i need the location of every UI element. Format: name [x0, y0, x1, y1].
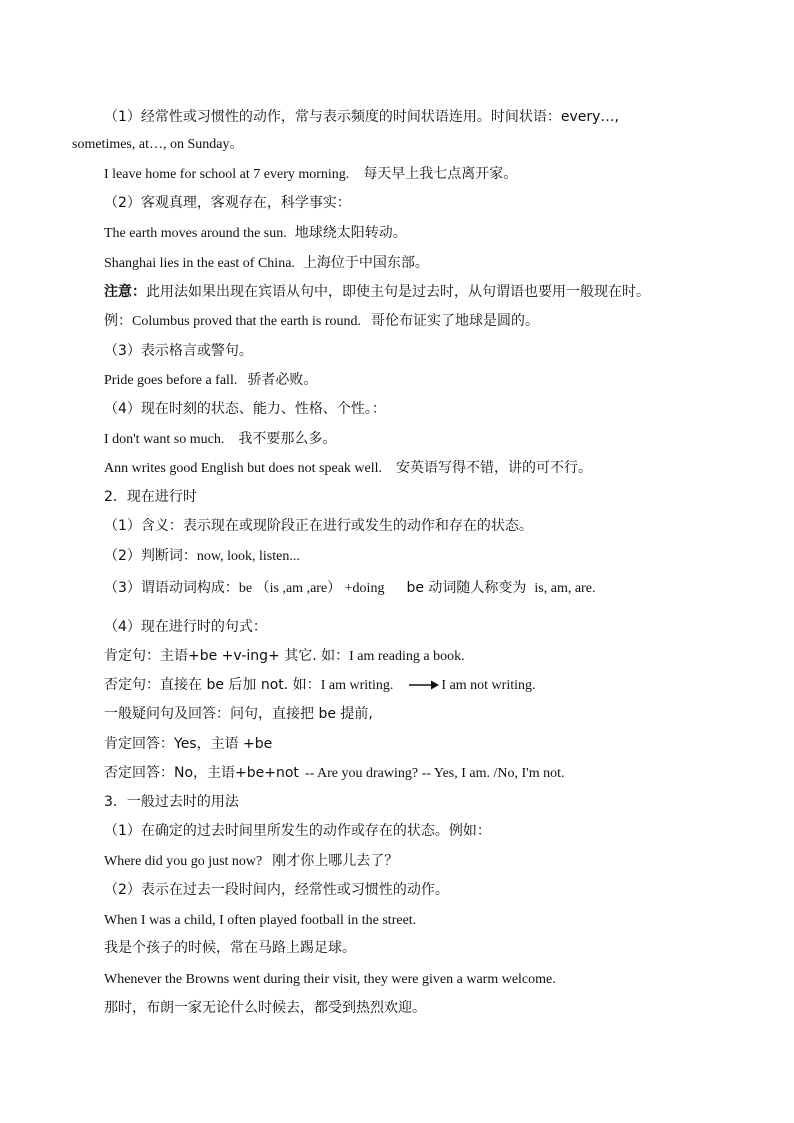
example-pride: [104, 370, 317, 391]
negative-line: [104, 675, 536, 696]
pc-meaning-line: [104, 516, 533, 536]
past-rule-1-line: [104, 821, 491, 841]
example-shanghai: [104, 253, 429, 274]
right-arrow-icon: [409, 678, 439, 692]
be-forms: is, am, are.: [534, 581, 596, 596]
negative-example-after: I am not writing.: [441, 678, 536, 693]
example-zh: 骄者必败。: [247, 372, 318, 388]
example-where-did-you-go: [104, 851, 398, 872]
example-en: Pride goes before a fall.: [104, 373, 238, 388]
yes-answer-line: [104, 734, 272, 754]
example-en: Columbus proved that the earth is round.: [132, 314, 362, 329]
no-answer-rule: 否定回答：No，主语+be+not: [104, 765, 299, 781]
negative-rule: 否定句：直接在 be 后加 not. 如：: [104, 677, 321, 693]
section-title: 2．现在进行时: [104, 489, 197, 505]
past-rule-1-text: （1）在确定的过去时间里所发生的动作或存在的状态。例如：: [104, 823, 491, 839]
pc-patterns-heading: [104, 617, 267, 637]
note-text: 此用法如果出现在宾语从句中，即使主句是过去时，从句谓语也要用一般现在时。: [146, 284, 650, 300]
signal-words-label: （2）判断词：: [104, 548, 197, 564]
section-heading-present-continuous: [104, 487, 197, 507]
affirmative-example: I am reading a book.: [349, 649, 465, 664]
question-rule: 一般疑问句及回答：问句，直接把 be 提前,: [104, 706, 373, 722]
structure-label: （3）谓语动词构成：: [104, 580, 239, 596]
negative-example-before: I am writing.: [320, 678, 394, 693]
answer-example: -- Are you drawing? -- Yes, I am. /No, I'm not.: [304, 766, 565, 781]
pc-structure-line: [104, 578, 595, 599]
example-en: Where did you go just now?: [104, 854, 263, 869]
section-heading-simple-past: [104, 792, 239, 812]
no-answer-line: [104, 763, 564, 784]
example-en: Ann writes good English but does not speak well.: [104, 461, 383, 476]
example-en: The earth moves around the sun.: [104, 226, 287, 241]
example-en: Shanghai lies in the east of China.: [104, 256, 295, 271]
rule-4-line: [104, 399, 386, 419]
example-dont-want: [104, 429, 336, 450]
signal-words: now, look, listen...: [196, 549, 300, 564]
example-browns-zh: [104, 998, 426, 1018]
rule-1-cont: [72, 135, 244, 155]
example-zh: 哥伦布证实了地球是圆的。: [371, 313, 540, 329]
pc-signal-words-line: [104, 546, 300, 567]
example-zh: 每天早上我七点离开家。: [363, 166, 518, 182]
example-columbus: [104, 311, 539, 332]
note-label: 注意：: [104, 284, 146, 300]
example-earth-moves: [104, 223, 407, 244]
example-browns: [104, 970, 556, 990]
example-zh: 上海位于中国东部。: [302, 255, 429, 271]
rule-1-text: （1）经常性或习惯性的动作，常与表示频度的时间状语连用。时间状语：every…,: [104, 109, 619, 125]
rule-1-line: [104, 107, 619, 127]
example-zh: 我是个孩子的时候，常在马路上踢足球。: [104, 940, 356, 956]
patterns-title: （4）现在进行时的句式：: [104, 619, 267, 635]
example-prefix: 例：: [104, 313, 132, 329]
rule-4-text: （4）现在时刻的状态、能力、性格、个性。：: [104, 401, 386, 417]
yes-answer-rule: 肯定回答：Yes，主语 +be: [104, 736, 273, 752]
example-zh: 安英语写得不错，讲的可不行。: [396, 460, 593, 476]
example-zh: 刚才你上哪儿去了？: [272, 853, 399, 869]
rule-3-line: [104, 341, 253, 361]
affirmative-line: [104, 646, 465, 667]
example-zh: 那时，布朗一家无论什么时候去，都受到热烈欢迎。: [104, 1000, 426, 1016]
example-en: I don't want so much.: [104, 432, 225, 447]
example-en: I leave home for school at 7 every morning.: [104, 167, 350, 182]
example-zh: 我不要那么多。: [238, 431, 337, 447]
example-child-football: [104, 911, 416, 931]
rule-2-text: （2）客观真理，客观存在，科学事实：: [104, 195, 351, 211]
example-leave-home: [104, 164, 517, 185]
pc-meaning-text: （1）含义：表示现在或现阶段正在进行或发生的动作和存在的状态。: [104, 518, 533, 534]
rule-3-text: （3）表示格言或警句。: [104, 343, 253, 359]
past-rule-2-line: [104, 880, 449, 900]
example-child-football-zh: [104, 938, 356, 958]
note-line: [104, 282, 650, 302]
past-rule-2-text: （2）表示在过去一段时间内，经常性或习惯性的动作。: [104, 882, 449, 898]
example-en: Whenever the Browns went during their visit, they were given a warm welcome.: [104, 972, 556, 987]
question-line: [104, 704, 373, 724]
example-ann: [104, 458, 592, 479]
structure-formula: be （is ,am ,are） +doing: [238, 581, 385, 596]
example-en: When I was a child, I often played football in the street.: [104, 913, 417, 928]
section-title: 3．一般过去时的用法: [104, 794, 239, 810]
time-adverbials: sometimes, at…, on Sunday。: [72, 137, 244, 152]
structure-note: be 动词随人称变为: [406, 580, 527, 596]
example-zh: 地球绕太阳转动。: [294, 225, 407, 241]
rule-2-line: [104, 193, 351, 213]
affirmative-rule: 肯定句：主语+be +v-ing+ 其它. 如：: [104, 648, 350, 664]
